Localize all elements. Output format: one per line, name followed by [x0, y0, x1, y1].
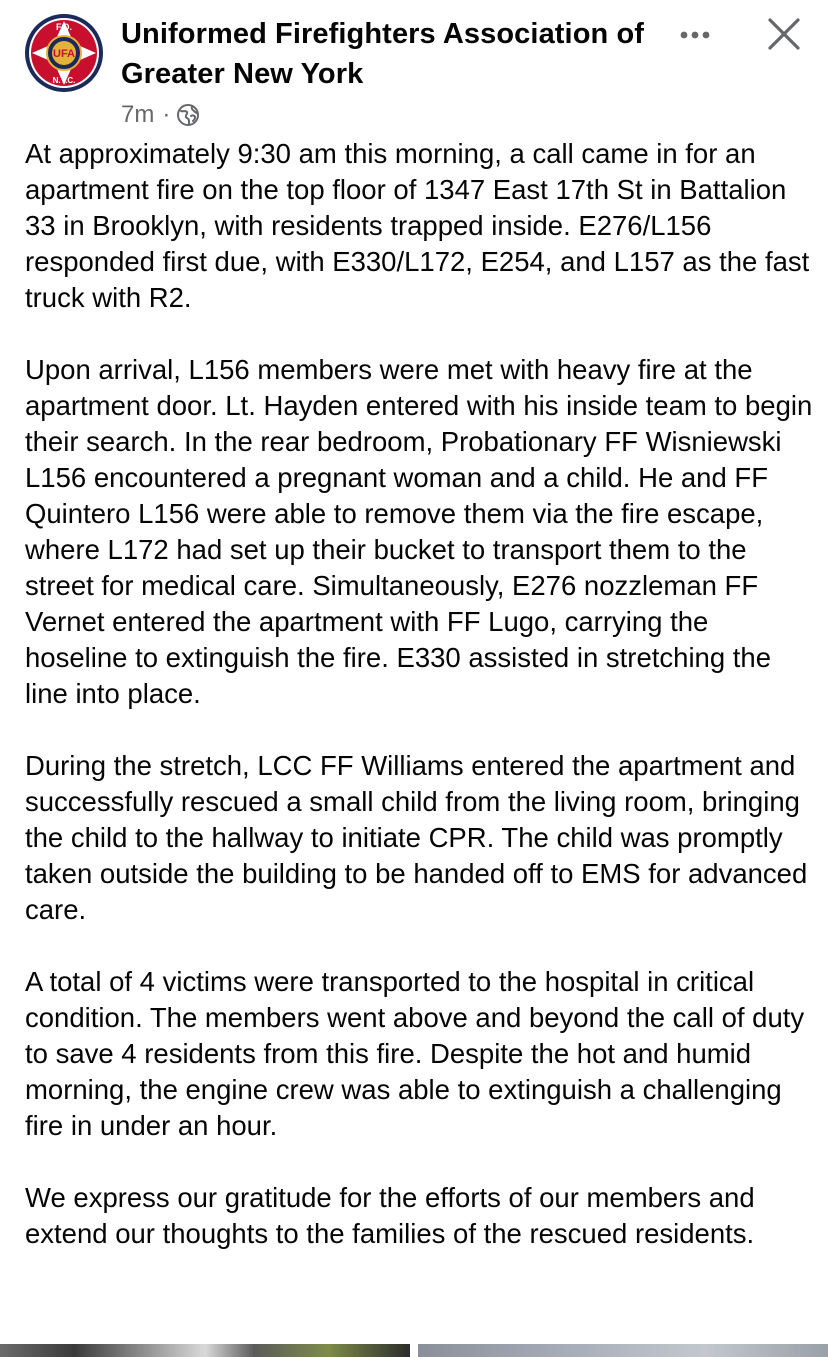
- close-icon: [760, 10, 808, 58]
- post-paragraph: A total of 4 victims were transported to the hospital in critical condition. The members went above and beyond the call of duty to save 4 residents from this fire. Despite the hot and humid morning, the engine crew was able to extinguish a challenging fire in under an hour.: [25, 966, 805, 1141]
- logo-text-bottom: N.Y.C.: [52, 76, 76, 85]
- page-avatar[interactable]: [24, 13, 104, 93]
- more-options-button[interactable]: [672, 18, 720, 50]
- post-header: [0, 0, 828, 135]
- post-paragraph: We express our gratitude for the efforts of our members and extend our thoughts to the families of the rescued residents.: [25, 1182, 755, 1249]
- ufa-logo: [24, 13, 104, 93]
- post-paragraph: Upon arrival, L156 members were met with heavy fire at the apartment door. Lt. Hayden entered with his inside team to begin their search. In the rear bedroom, Probationary FF Wisniewski L156 encountered a pregnant woman and a child. He and FF Quintero L156 were able to remove them via the fire escape, where L172 had set up their bucket to transport them to the street for medical care. Simultaneously, E276 nozzleman FF Vernet entered the apartment with FF Lugo, carrying the hoseline to extinguish the fire. E330 assisted in stretching the line into place.: [25, 354, 813, 709]
- post-text: [25, 136, 815, 1252]
- logo-text-top: F.D.: [55, 22, 73, 32]
- post-paragraph: At approximately 9:30 am this morning, a call came in for an apartment fire on the top floor of 1347 East 17th St in Battalion 33 in Brooklyn, with residents trapped inside. E276/L156 responded first due, with E330/L172, E254, and L157 as the fast truck with R2.: [25, 138, 810, 313]
- close-button[interactable]: [760, 10, 808, 58]
- post-paragraph: During the stretch, LCC FF Williams entered the apartment and successfully rescued a small child from the living room, bringing the child to the hallway to initiate CPR. The child was promptly taken outside the building to be handed off to EMS for advanced care.: [25, 750, 808, 925]
- post-media-strip: [0, 1344, 828, 1357]
- page-name-link[interactable]: Uniformed Firefighters Association of Greater New York: [121, 18, 645, 90]
- logo-text-center: UFA: [53, 48, 75, 60]
- post-photo-1[interactable]: [0, 1344, 410, 1357]
- post-timestamp[interactable]: 7m: [121, 101, 155, 128]
- meta-separator: ·: [162, 101, 171, 128]
- post-meta: [121, 100, 200, 130]
- more-horizontal-icon: [672, 18, 720, 50]
- post-photo-2[interactable]: [418, 1344, 828, 1357]
- globe-icon: [176, 103, 200, 127]
